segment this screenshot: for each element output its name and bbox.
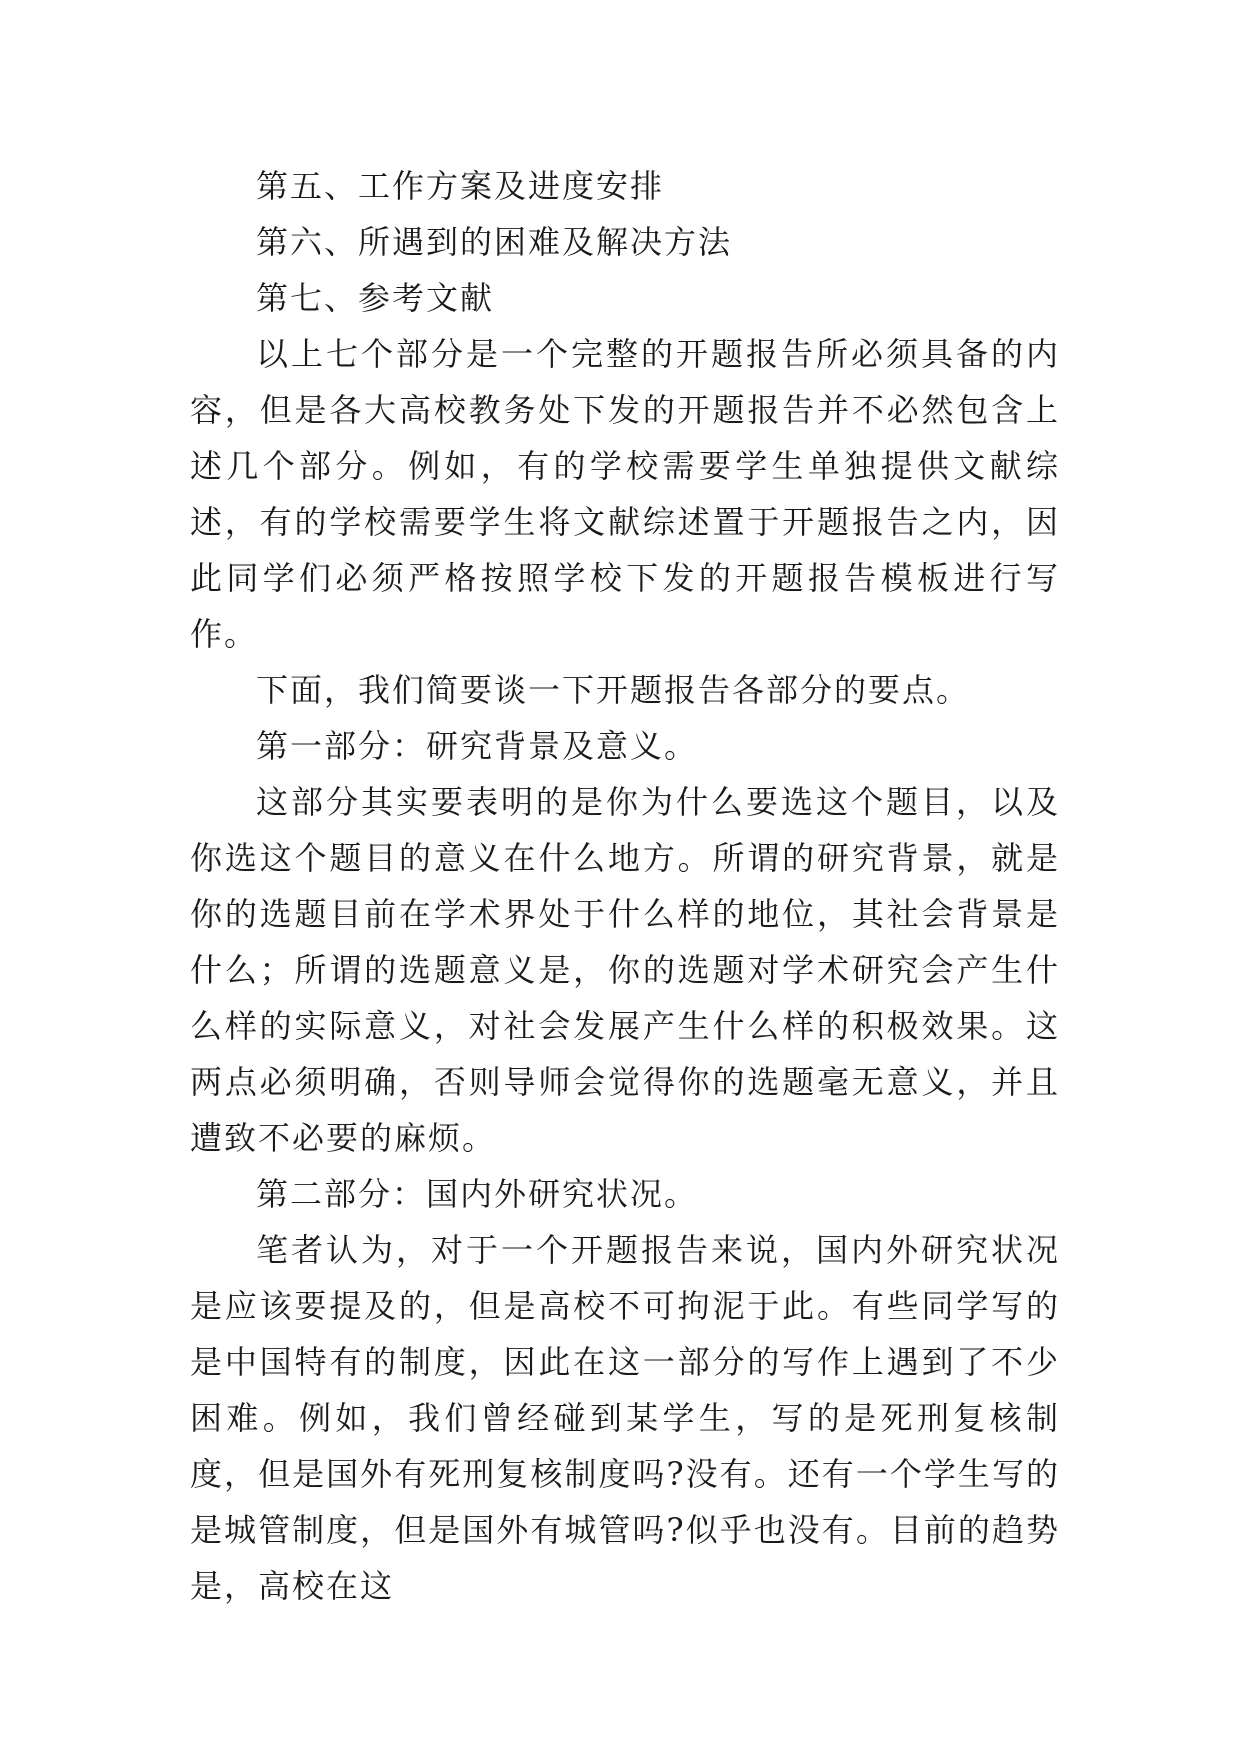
document-body (190, 158, 1060, 1614)
paragraph-seven-parts: 以上七个部分是一个完整的开题报告所必须具备的内容，但是各大高校教务处下发的开题报告并不必然包含上述几个部分。例如，有的学校需要学生单独提供文献综述，有的学校需要学生将文献综述置于开题报告之内，因此同学们必须严格按照学校下发的开题报告模板进行写作。 (190, 335, 1060, 653)
paragraph-part-one-body: 这部分其实要表明的是你为什么要选这个题目，以及你选这个题目的意义在什么地方。所谓的研究背景，就是你的选题目前在学术界处于什么样的地位，其社会背景是什么；所谓的选题意义是，你的选题对学术研究会产生什么样的实际意义，对社会发展产生什么样的积极效果。这两点必须明确，否则导师会觉得你的选题毫无意义，并且遭致不必要的麻烦。 (190, 783, 1060, 1157)
paragraph-item-6-difficulties: 第六、所遇到的困难及解决方法 (256, 223, 733, 261)
paragraph-item-7-references: 第七、参考文献 (256, 279, 495, 317)
paragraph-part-two-body: 笔者认为，对于一个开题报告来说，国内外研究状况是应该要提及的，但是高校不可拘泥于此。有些同学写的是中国特有的制度，因此在这一部分的写作上遇到了不少困难。例如，我们曾经碰到某学生，写的是死刑复核制度，但是国外有死刑复核制度吗?没有。还有一个学生写的是城管制度，但是国外有城管吗?似乎也没有。目前的趋势是，高校在这 (190, 1231, 1060, 1605)
paragraph-intro-key-points: 下面，我们简要谈一下开题报告各部分的要点。 (256, 671, 971, 709)
heading-part-one: 第一部分：研究背景及意义。 (256, 727, 699, 765)
heading-part-two: 第二部分：国内外研究状况。 (256, 1175, 699, 1213)
paragraph-item-5-plan: 第五、工作方案及进度安排 (256, 167, 665, 205)
